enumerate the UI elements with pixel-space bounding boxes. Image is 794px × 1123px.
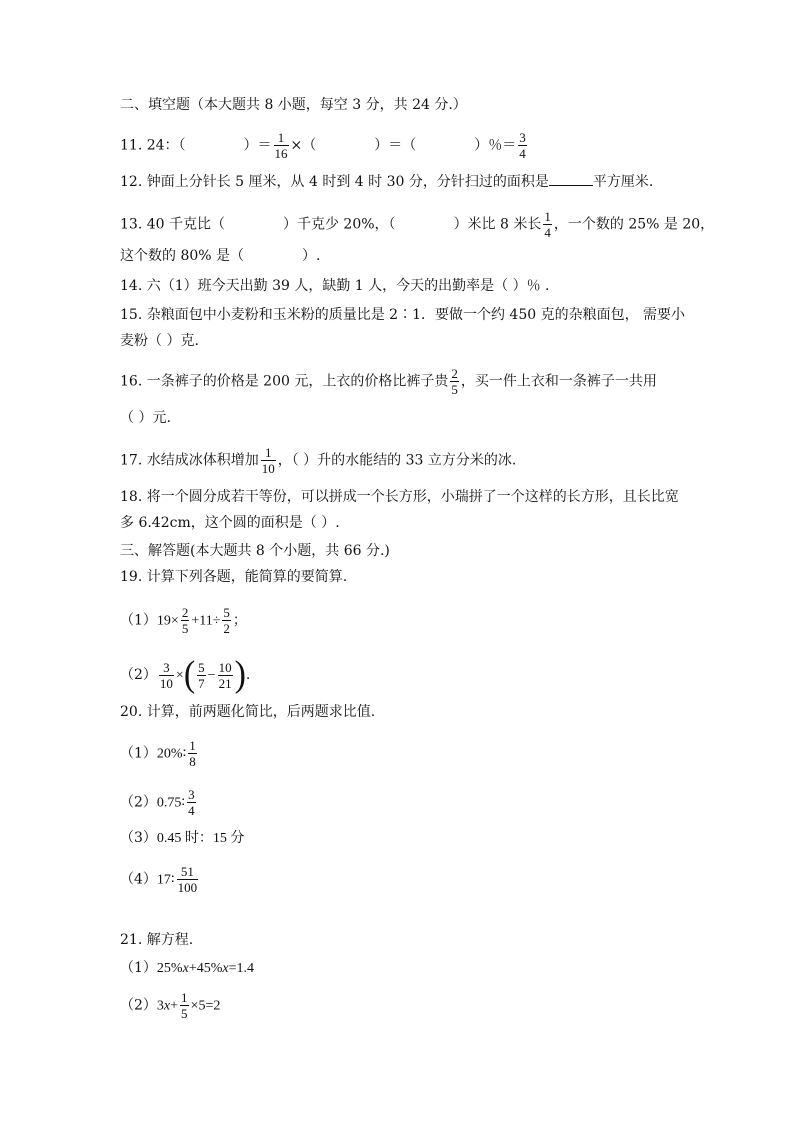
fraction: $\frac{10}{21}$ [218, 659, 232, 691]
fraction: $\frac{3}{10}$ [159, 659, 173, 691]
answer-blank [549, 173, 593, 186]
fraction: $\frac{5}{2}$ [223, 605, 230, 636]
question-19-part-1: （1）19× $\frac{2}{5}$ +11÷ $\frac{5}{2}$ ； [120, 605, 247, 636]
question-11: 11. 24：（ ）＝ $\frac{1}{16}$ ×（ ）＝（ ）％＝ $\frac{3}{4}$ [120, 130, 526, 161]
question-15: 15. 杂粮面包中小麦粉和玉米粉的质量比是 2∶1．要做一个约 450 克的杂粮面包， 需要小 [120, 307, 686, 323]
section-3-heading: 三、解答题(本大题共 8 个小题，共 66 分.) [120, 543, 390, 559]
fraction: $\frac{1}{5}$ [181, 990, 188, 1021]
fraction: $\frac{5}{7}$ [198, 659, 205, 691]
question-21-part-2: （2）3x+ $\frac{1}{5}$ ×5=2 [120, 990, 221, 1021]
question-18: 18. 将一个圆分成若干等份，可以拼成一个长方形，小瑞拼了一个这样的长方形，且长比宽 [120, 489, 679, 505]
question-17: 17. 水结成冰体积增加 $\frac{1}{10}$ ，（ ）升的水能结的 33 立方分米的冰. [120, 445, 517, 476]
fraction: $\frac{2}{5}$ [451, 366, 458, 397]
question-19: 19. 计算下列各题，能简算的要简算. [120, 569, 348, 585]
left-paren: ( [183, 654, 196, 695]
question-20-part-1: （1）20%∶ $\frac{1}{8}$ [120, 738, 196, 769]
question-20-part-3: （3）0.45 时：15 分 [120, 830, 245, 846]
question-16-cont: （ ）元. [120, 410, 171, 426]
question-19-part-2: （2） $\frac{3}{10}$ ×( $\frac{5}{7}$ − $\frac{10}{21}$ ). [120, 654, 251, 695]
question-21-part-1: （1）25%x+45%x=1.4 [120, 960, 254, 976]
fraction: $\frac{1}{4}$ [544, 209, 551, 240]
question-20-part-2: （2）0.75∶ $\frac{3}{4}$ [120, 787, 195, 818]
question-20-part-4: （4）17∶ $\frac{51}{100}$ [120, 864, 198, 895]
question-20: 20. 计算，前两题化简比，后两题求比值. [120, 704, 376, 720]
fraction: $\frac{1}{16}$ [274, 130, 288, 161]
question-14: 14. 六（1）班今天出勤 39 人，缺勤 1 人，今天的出勤率是（ ）％ . [120, 278, 550, 294]
question-13: 13. 40 千克比（ ）千克少 20%，（ ）米比 8 米长 $\frac{1}{4}$ ，一个数的 25% 是 20， [120, 209, 715, 240]
question-15-cont: 麦粉（ ）克. [120, 333, 199, 349]
fraction: $\frac{2}{5}$ [181, 605, 189, 636]
question-16: 16. 一条裤子的价格是 200 元，上衣的价格比裤子贵 $\frac{2}{5}$ ，买一件上衣和一条裤子一共用 [120, 366, 657, 397]
question-13-cont: 这个数的 80% 是（ ）. [120, 248, 321, 264]
fraction: $\frac{1}{10}$ [261, 445, 275, 476]
fraction: $\frac{3}{4}$ [188, 787, 195, 818]
question-21: 21. 解方程. [120, 932, 194, 948]
fraction: $\frac{1}{8}$ [189, 738, 196, 769]
right-paren: ) [234, 654, 246, 695]
question-12: 12. 钟面上分针长 5 厘米，从 4 时到 4 时 30 分，分针扫过的面积是 平方厘米. [120, 174, 654, 190]
section-2-heading: 二、填空题（本大题共 8 小题，每空 3 分，共 24 分.） [120, 97, 467, 113]
question-18-cont: 多 6.42cm，这个圆的面积是（ ）. [120, 515, 340, 531]
fraction: $\frac{3}{4}$ [519, 130, 526, 161]
fraction: $\frac{51}{100}$ [177, 864, 198, 895]
